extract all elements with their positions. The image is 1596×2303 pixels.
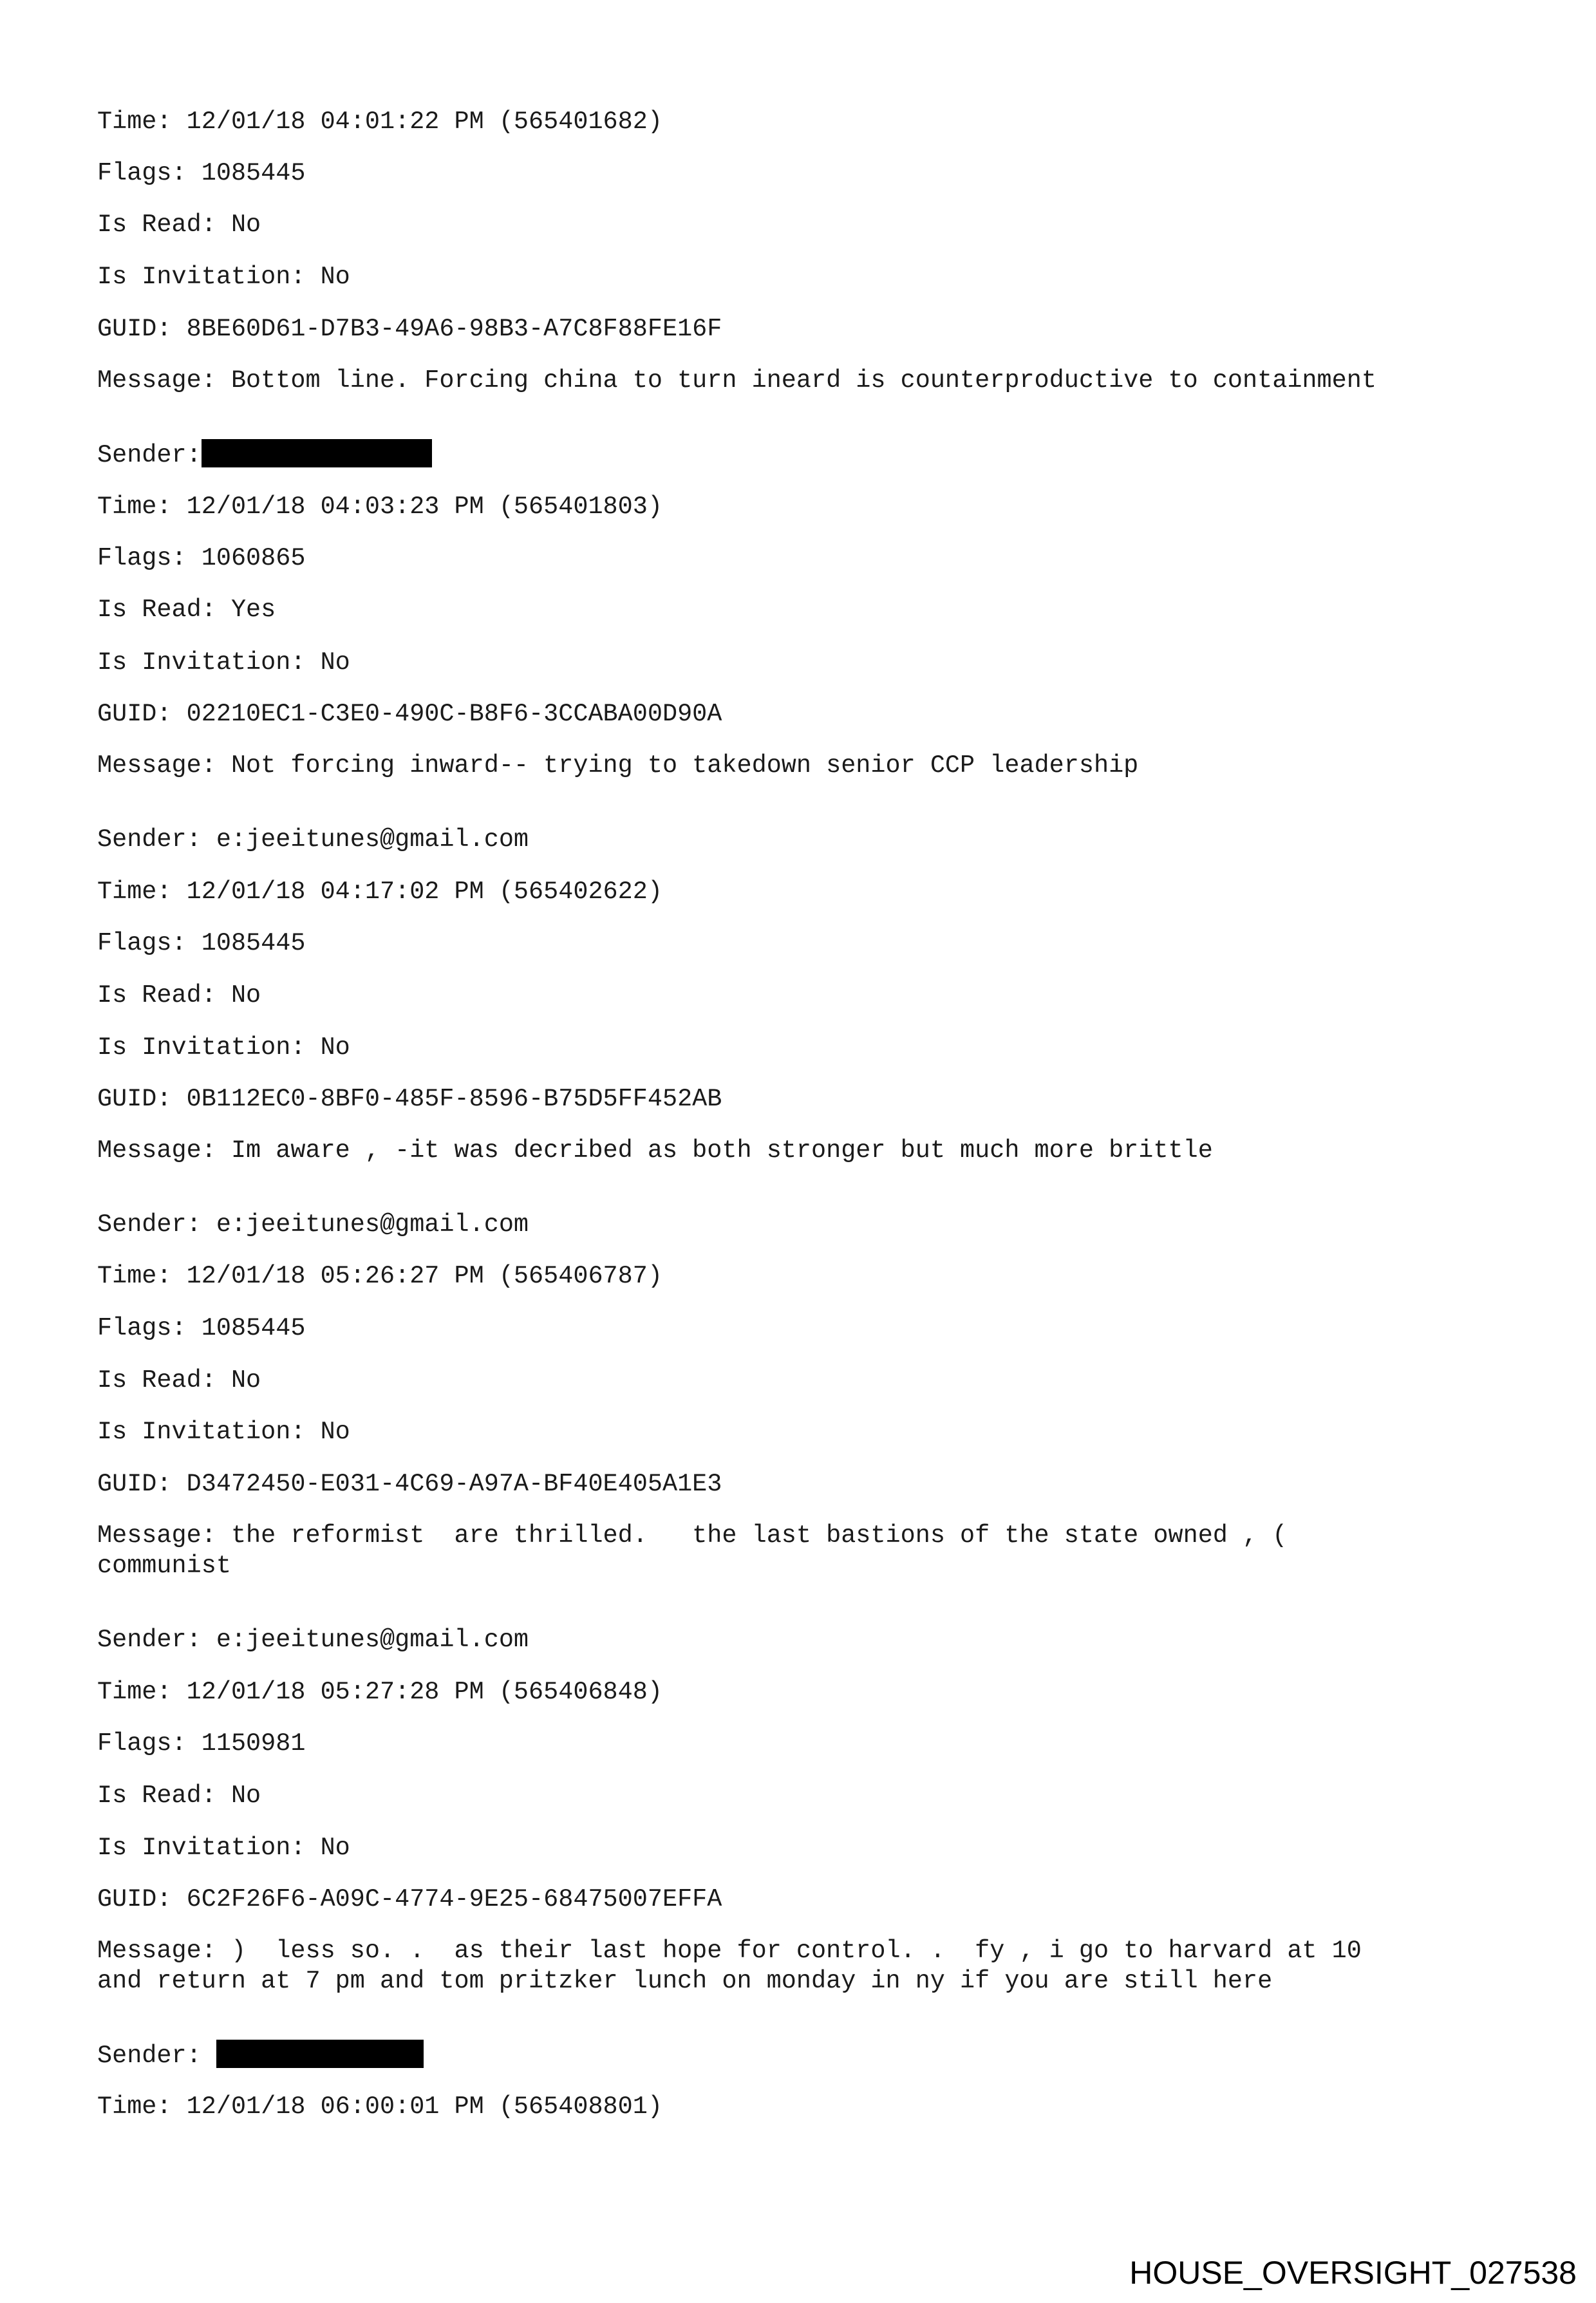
is-invitation-line <box>97 647 350 678</box>
message-text: Bottom line. Forcing china to turn ineard is counterproductive to containment <box>230 366 1376 395</box>
flags-label: Flags: <box>97 1314 187 1342</box>
redaction-box <box>202 439 432 467</box>
is-read-line <box>97 594 276 625</box>
is-read-line <box>97 1780 261 1811</box>
is-invitation-line <box>97 1032 350 1063</box>
is-read-label: Is Read: <box>97 211 216 239</box>
message-continuation: and return at 7 pm and tom pritzker lunch on monday in ny if you are still here <box>97 1967 1273 1995</box>
sender-line <box>97 824 529 855</box>
sender-label: Sender: <box>97 1626 202 1654</box>
guid-value: D3472450-E031-4C69-A97A-BF40E405A1E3 <box>186 1470 722 1498</box>
flags-line <box>97 1313 305 1344</box>
time-line <box>97 2091 662 2122</box>
is-read-label: Is Read: <box>97 596 216 624</box>
guid-label: GUID: <box>97 700 172 728</box>
sender-label: Sender: <box>97 1210 202 1239</box>
message-line <box>97 1135 1213 1166</box>
sender-line <box>97 1209 529 1240</box>
bates-number: HOUSE_OVERSIGHT_027538 <box>1129 2255 1577 2291</box>
sender-label: Sender: <box>97 441 202 469</box>
message-label: Message: <box>97 1136 216 1165</box>
is-invitation-label: Is Invitation: <box>97 263 306 291</box>
message-line <box>97 1935 1362 1966</box>
is-read-value: No <box>230 1366 261 1395</box>
flags-label: Flags: <box>97 159 187 187</box>
guid-line <box>97 1884 722 1915</box>
guid-label: GUID: <box>97 1885 172 1913</box>
time-label: Time: <box>97 108 172 136</box>
is-invitation-value: No <box>320 1033 350 1062</box>
message-label: Message: <box>97 366 216 395</box>
time-value: 12/01/18 06:00:01 PM (565408801) <box>186 2092 662 2121</box>
guid-label: GUID: <box>97 1085 172 1113</box>
time-label: Time: <box>97 1678 172 1706</box>
time-value: 12/01/18 04:03:23 PM (565401803) <box>186 493 662 521</box>
sender-line <box>97 439 432 471</box>
is-read-value: Yes <box>230 596 276 624</box>
flags-value: 1060865 <box>201 544 306 572</box>
time-line <box>97 1261 662 1292</box>
guid-line <box>97 1084 722 1114</box>
is-invitation-label: Is Invitation: <box>97 648 306 677</box>
time-label: Time: <box>97 1262 172 1290</box>
message-text: Not forcing inward-- trying to takedown senior CCP leadership <box>230 751 1139 780</box>
is-invitation-value: No <box>320 263 350 291</box>
flags-label: Flags: <box>97 1729 187 1758</box>
flags-value: 1150981 <box>201 1729 306 1758</box>
is-read-label: Is Read: <box>97 1366 216 1395</box>
sender-value: e:jeeitunes@gmail.com <box>216 825 529 854</box>
is-read-line <box>97 209 261 240</box>
sender-label: Sender: <box>97 825 202 854</box>
guid-line <box>97 314 722 344</box>
flags-label: Flags: <box>97 929 187 957</box>
message-label: Message: <box>97 1937 216 1965</box>
flags-line <box>97 928 305 959</box>
is-invitation-label: Is Invitation: <box>97 1834 306 1862</box>
flags-line <box>97 1728 305 1759</box>
is-invitation-line <box>97 1832 350 1863</box>
message-line <box>97 1520 1287 1551</box>
guid-value: 8BE60D61-D7B3-49A6-98B3-A7C8F88FE16F <box>186 315 722 343</box>
message-line <box>97 750 1138 781</box>
flags-label: Flags: <box>97 544 187 572</box>
time-label: Time: <box>97 878 172 906</box>
is-invitation-label: Is Invitation: <box>97 1418 306 1446</box>
flags-line <box>97 543 305 574</box>
guid-line <box>97 1469 722 1499</box>
flags-line <box>97 158 305 189</box>
flags-value: 1085445 <box>201 929 306 957</box>
sender-line <box>97 2040 424 2071</box>
message-label: Message: <box>97 751 216 780</box>
message-line <box>97 365 1376 396</box>
is-invitation-line <box>97 1416 350 1447</box>
message-text: Im aware , -it was decribed as both stronger but much more brittle <box>230 1136 1213 1165</box>
message-continuation: communist <box>97 1552 231 1580</box>
sender-line <box>97 1624 529 1655</box>
flags-value: 1085445 <box>201 1314 306 1342</box>
time-line <box>97 876 662 907</box>
is-invitation-value: No <box>320 648 350 677</box>
is-read-value: No <box>230 1781 261 1810</box>
time-value: 12/01/18 04:01:22 PM (565401682) <box>186 108 662 136</box>
guid-label: GUID: <box>97 1470 172 1498</box>
sender-value: e:jeeitunes@gmail.com <box>216 1626 529 1654</box>
is-invitation-line <box>97 261 350 292</box>
time-line <box>97 491 662 522</box>
time-line <box>97 106 662 137</box>
sender-value: e:jeeitunes@gmail.com <box>216 1210 529 1239</box>
time-value: 12/01/18 05:27:28 PM (565406848) <box>186 1678 662 1706</box>
message-text: the reformist are thrilled. the last bastions of the state owned , ( <box>230 1521 1288 1550</box>
time-line <box>97 1677 662 1707</box>
guid-value: 0B112EC0-8BF0-485F-8596-B75D5FF452AB <box>186 1085 722 1113</box>
time-label: Time: <box>97 2092 172 2121</box>
is-read-label: Is Read: <box>97 1781 216 1810</box>
flags-value: 1085445 <box>201 159 306 187</box>
time-value: 12/01/18 05:26:27 PM (565406787) <box>186 1262 662 1290</box>
guid-value: 02210EC1-C3E0-490C-B8F6-3CCABA00D90A <box>186 700 722 728</box>
is-read-label: Is Read: <box>97 981 216 1010</box>
guid-value: 6C2F26F6-A09C-4774-9E25-68475007EFFA <box>186 1885 722 1913</box>
is-read-value: No <box>230 211 261 239</box>
guid-line <box>97 699 722 729</box>
redaction-box <box>216 2040 424 2068</box>
is-invitation-value: No <box>320 1418 350 1446</box>
is-read-value: No <box>230 981 261 1010</box>
message-label: Message: <box>97 1521 216 1550</box>
sender-label: Sender: <box>97 2042 202 2070</box>
is-read-line <box>97 980 261 1011</box>
is-invitation-label: Is Invitation: <box>97 1033 306 1062</box>
guid-label: GUID: <box>97 315 172 343</box>
time-value: 12/01/18 04:17:02 PM (565402622) <box>186 878 662 906</box>
time-label: Time: <box>97 493 172 521</box>
message-text: ) less so. . as their last hope for control. . fy , i go to harvard at 10 <box>230 1937 1362 1965</box>
is-read-line <box>97 1365 261 1396</box>
is-invitation-value: No <box>320 1834 350 1862</box>
